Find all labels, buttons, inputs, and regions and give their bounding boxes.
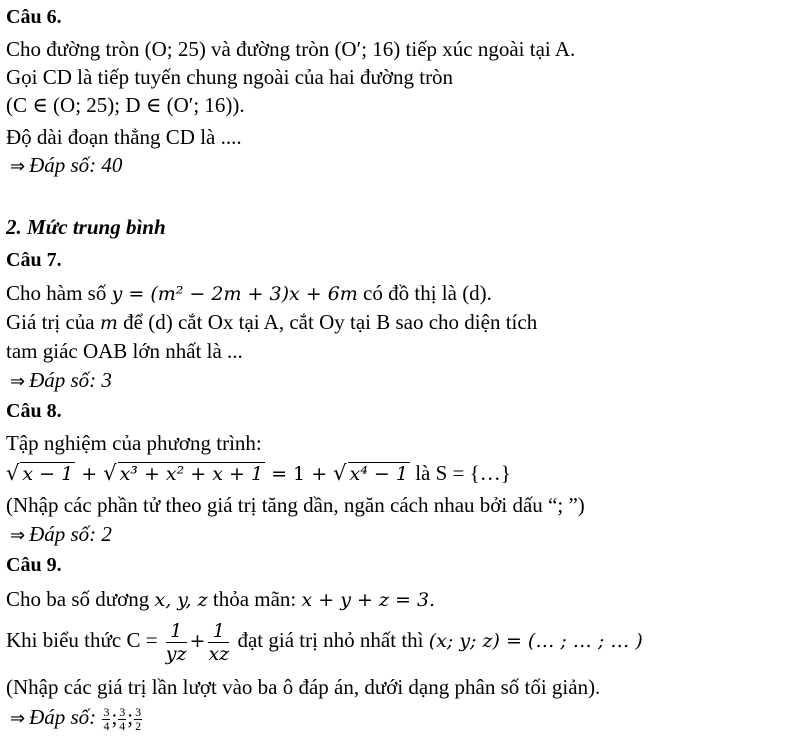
q9-fraction-1 <box>166 620 187 665</box>
q6-title: Câu 6. <box>6 6 62 28</box>
q7-variable-m: m <box>99 312 118 334</box>
q9-line-2-a: Khi biểu thức C = <box>6 628 163 652</box>
q9-answer-separator: ; <box>111 705 118 729</box>
q9-line-2-b: đạt giá trị nhỏ nhất thì <box>232 628 429 652</box>
q9-plus: + <box>189 630 206 652</box>
q9-line-2 <box>6 612 643 669</box>
q9-line-1-b: thỏa mãn: <box>207 587 302 611</box>
q8-radicand-1: x − 1 <box>22 463 74 485</box>
q6-line-3: (C ∈ (O; 25); D ∈ (O′; 16)). <box>6 93 245 117</box>
q9-answer-1-numerator: 3 <box>103 705 110 719</box>
q9-condition: x + y + z = 3. <box>301 589 436 611</box>
implies-arrow-icon: ⇒ <box>10 525 26 546</box>
implies-arrow-icon: ⇒ <box>10 708 26 729</box>
q9-answer-3-denominator: 2 <box>135 719 142 733</box>
q9-title: Câu 9. <box>6 554 62 576</box>
q9-answer-fraction-2 <box>118 706 126 733</box>
q9-answer-1-denominator: 4 <box>103 719 110 733</box>
q8-line-3: (Nhập các phần tử theo giá trị tăng dần, ngăn cách nhau bởi dấu “; ”) <box>6 493 585 517</box>
q9-fraction-2-numerator: 1 <box>208 620 229 643</box>
q8-equation <box>6 460 511 487</box>
q8-answer-line <box>10 521 112 549</box>
q8-answer: Đáp số: 2 <box>29 522 112 546</box>
section-2-title: 2. Mức trung bình <box>6 215 166 239</box>
q7-function-formula: y = (m² − 2m + 3)x + 6m <box>111 283 358 305</box>
q7-line-2-a: Giá trị của <box>6 310 100 334</box>
q7-answer: Đáp số: 3 <box>29 368 112 392</box>
q9-fraction-2-denominator: xz <box>208 642 230 665</box>
q8-plus: + <box>75 463 104 485</box>
q7-line-1 <box>6 280 492 307</box>
q7-line-2-b: để (d) cắt Ox tại A, cắt Oy tại B sao cho diện tích <box>117 310 538 334</box>
q7-line-1-b: có đồ thị là (d). <box>357 281 492 305</box>
q9-fraction-2 <box>208 620 229 665</box>
q6-line-1: Cho đường tròn (O; 25) và đường tròn (O′; 16) tiếp xúc ngoài tại A. <box>6 37 576 61</box>
q9-line-1 <box>6 586 435 613</box>
q8-radicand-2: x³ + x² + x + 1 <box>119 463 264 485</box>
q9-answer-label: Đáp số: <box>29 705 102 729</box>
sqrt-icon: √ <box>103 461 117 485</box>
q9-fraction-1-numerator: 1 <box>166 620 187 643</box>
q9-answer-3-numerator: 3 <box>135 705 142 719</box>
q9-answer-line <box>10 704 143 733</box>
q8-title: Câu 8. <box>6 400 62 422</box>
q9-answer-fraction-1 <box>102 706 110 733</box>
implies-arrow-icon: ⇒ <box>10 156 26 177</box>
q7-line-1-a: Cho hàm số <box>6 281 112 305</box>
q8-equals: = 1 + <box>265 463 334 485</box>
sqrt-icon: √ <box>333 461 347 485</box>
q6-answer-line <box>10 152 122 180</box>
q9-line-1-a: Cho ba số dương <box>6 587 155 611</box>
q7-title: Câu 7. <box>6 249 62 271</box>
q7-answer-line <box>10 367 112 395</box>
q9-answer-separator: ; <box>127 705 134 729</box>
q9-answer-2-denominator: 4 <box>119 719 126 733</box>
q8-radicand-3: x⁴ − 1 <box>349 463 408 485</box>
q9-answer-2-numerator: 3 <box>119 705 126 719</box>
q9-line-3: (Nhập các giá trị lần lượt vào ba ô đáp án, dưới dạng phân số tối giản). <box>6 675 601 699</box>
q6-line-2: Gọi CD là tiếp tuyến chung ngoài của hai đường tròn <box>6 65 454 89</box>
q7-line-3: tam giác OAB lớn nhất là ... <box>6 339 243 363</box>
sqrt-icon: √ <box>6 461 20 485</box>
q8-line-1: Tập nghiệm của phương trình: <box>6 431 262 455</box>
q6-answer: Đáp số: 40 <box>29 153 123 177</box>
q9-answer-fraction-3 <box>134 706 142 733</box>
implies-arrow-icon: ⇒ <box>10 371 26 392</box>
q7-line-2 <box>6 309 537 336</box>
q8-solution-set: là S = {…} <box>409 461 511 485</box>
q9-tuple: (x; y; z) = (… ; … ; … ) <box>428 630 643 652</box>
q9-fraction-1-denominator: yz <box>165 642 187 665</box>
q6-line-4: Độ dài đoạn thẳng CD là .... <box>6 125 242 149</box>
q9-variables: x, y, z <box>154 589 208 611</box>
